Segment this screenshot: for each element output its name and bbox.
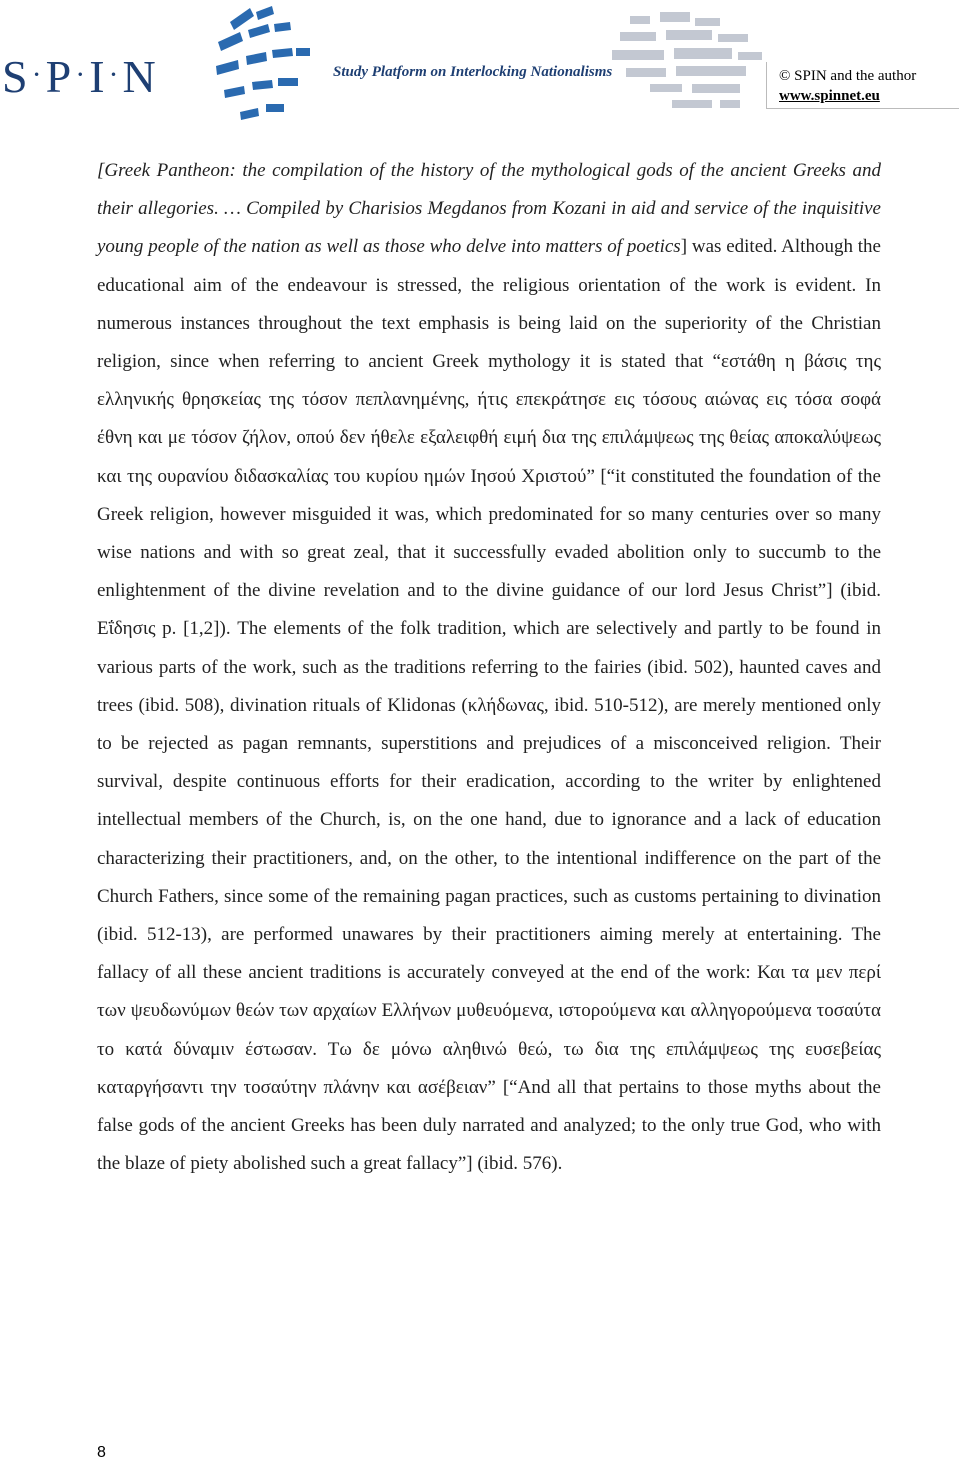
logo-dot: · — [75, 58, 87, 91]
copyright-box — [766, 62, 959, 109]
book-title-translation: [Greek Pantheon: the compilation of the history of the mythological gods of the ancient Greeks and their allegories. … Compiled by Charisios Megdanos from Kozani in aid and service of the inquisitive young people of the nation as well as those who delve into matters of poetics — [97, 160, 881, 258]
logo-letter-n: N — [122, 51, 157, 102]
logo-letter-p: P — [45, 51, 73, 102]
tagline: Study Platform on Interlocking Nationalisms — [333, 64, 613, 80]
spin-logo — [2, 50, 157, 103]
logo-letter-i: I — [89, 51, 106, 102]
page-number: 8 — [97, 1444, 106, 1461]
logo-swoosh-icon — [210, 4, 320, 134]
logo-dot: · — [108, 58, 120, 91]
paragraph-text: ] was edited. Although the educational aim of the endeavour is stressed, the religious orientation of the work is evident. In numerous instances throughout the text emphasis is being laid on the superiority of the Christian religion, since when referring to ancient Greek mythology it is stated that “εστάθη η βάσις της ελληνικής θρησκείας της τόσον πεπλανημένης, ήτις επεκράτησε εις τόσους αιώνας εις τόσα σοφά έθνη και με τόσον ζήλον, οπού δεν ήθελε εξαλειφθή ειμή δια της επιλάμψεως της θείας αποκαλύψεως και της ουρανίου διδασκαλίας του κυρίου ημών Ιησού Χριστού” [“it constituted the foundation of the Greek religion, however misguided it was, which predominated for so many centuries over so many wise nations and with so great zeal, that it successfully evaded abolition only to succumb to the enlightenment of the divine revelation and to the divine guidance of our lord Jesus Christ”] (ibid. Εΐδησις p. [1,2]). The elements of the folk tradition, which are selectively and partly to be found in various parts of the work, such as the traditions referring to the fairies (ibid. 502), haunted caves and trees (ibid. 508), divination rituals of Klidonas (κλήδωνας, ibid. 510-512), are merely mentioned only to be rejected as pagan remnants, superstitions and prejudices of a misconceived religion. Their survival, despite continuous efforts for their eradication, according to the writer by enlightened intellectual members of the Church, is, on the one hand, due to ignorance and a lack of education characterizing their practitioners, and, on the other, to the intentional indifference on the part of the Church Fathers, since some of the remaining pagan practices, such as customs pertaining to divination (ibid. 512-13), are performed unawares by their practitioners aiming merely at entertaining. The fallacy of all these ancient traditions is accurately conveyed at the end of the work: Και τα μεν περί των ψευδωνύμων θεών των αρχαίων Ελλήνων μυθευόμενα, ιστορούμενα και αλληγορούμενα τοσαύτα το κατά δύναμιν έστωσαν. Τω δε μόνω αληθινώ θεώ, τω δια της επιλάμψεως της ευσεβείας καταργήσαντι την τοσαύτην πλάνην και ασέβειαν” [“And all that pertains to those myths about the false gods of the ancient Greeks has been duly narrated and analyzed; to the only true God, who with the blaze of piety abolished such a great fallacy”] (ibid. 576). — [97, 236, 881, 1175]
page-header — [0, 0, 960, 130]
copyright-text: © SPIN and the author — [779, 68, 917, 84]
website-link[interactable]: www.spinnet.eu — [779, 88, 880, 104]
body-paragraph — [97, 152, 881, 1183]
logo-dot: · — [31, 58, 43, 91]
europe-map-icon — [590, 4, 770, 124]
logo-letter-s: S — [2, 51, 29, 102]
